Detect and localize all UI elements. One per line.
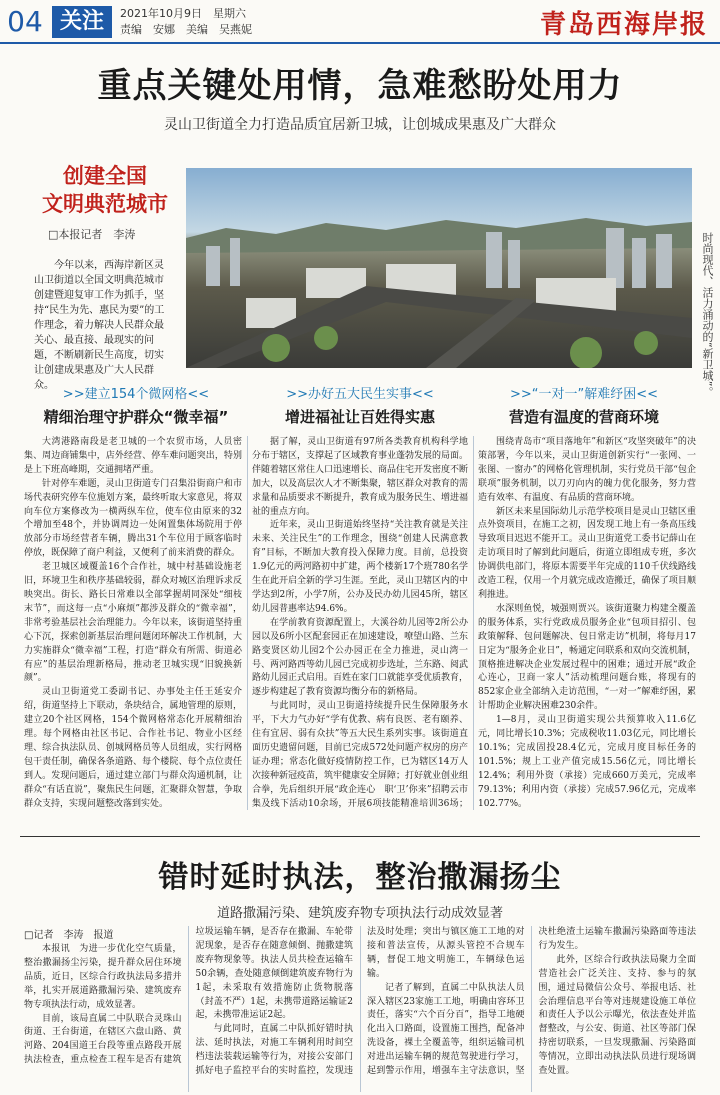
paragraph: 老卫城区域覆盖16个合作社，城中村基础设施老旧，环境卫生和秩序基础较弱，群众对城区治理诉求反映突出。街长、路长日常难以全部掌握胡同深处“细枝末节”，而这每一点“小麻烦”都涉及群众的“微幸福”，非常考验基层社会治理能力。今年以来，该街道坚持重心下沉，探索创新基层治理问题闭环解决工作机制，大力实施群众“微幸福”工程，打造“群众有所需、街道必有应”的基层治理新格局，推动老卫城实现“旧貌换新颜”。 [24, 562, 242, 684]
paragraph: 记者了解到，直属二中队执法人员深入辖区23家施工工地，明确由容环卫责任，落实“六个百分百”，指导工地硬化出入口路面，设置施工围挡，配备冲洗设备，裸土全覆盖等，组织运输司机对进出运输车辆的规范驾驶进行学习，起到警示作用，增强车主守法意识，坚决杜绝渣土运输车撒漏污染路面等违法行为发生。 [367, 927, 696, 1077]
issue-date: 2021年10月9日 星期六 [120, 7, 246, 20]
column-1-body [24, 436, 242, 810]
column-1-title: 精细治理守护群众“微幸福” [43, 408, 229, 426]
city-skyline-image [186, 168, 692, 368]
paragraph: 此外，区综合行政执法局聚力全面营造社会广泛关注、支持、参与的氛围，通过局微信公众号、举报电话、社会治理信息平台等对违规建设施工单位和责任人予以公示曝光，依法查处并监督整改，与公安、街道、社区等部门保持密切联系，一旦发现撒漏、污染路面等情况，立即出动执法队员进行现场调查处置。 [538, 954, 696, 1077]
byline-second: □记者 李涛 报道 [24, 930, 114, 941]
column-3-heading [474, 386, 694, 428]
paragraph: 近年来，灵山卫街道始终坚持“关注教育就是关注未来、关注民生”的工作理念，围绕“创建人民满意教育”目标，不断加大教育投入保障力度。目前，总投资1.9亿元的两河路初中扩建，两个楼新17个班780名学生在此开启全新的学习生涯。至此，灵山卫辖区内的中学达到2所，小学7所，公办及民办幼儿园45所，辖区幼儿园普惠率达94.6%。 [252, 520, 468, 614]
city-photo [186, 168, 692, 368]
photo-caption: 时尚现代、活力涌动的“新卫城”。 [701, 232, 714, 398]
paragraph: 大湾港路南段是老卫城的一个农贸市场，人员密集、周边商铺集中，店外经营、停车难问题突出，特别是上下班高峰期，交通拥堵严重。 [24, 437, 242, 475]
badge-line-1: 创建全国 [63, 164, 147, 188]
paragraph: 据了解，灵山卫街道有97所各类教育机构科学地分布于辖区，支撑起了区域教育事业蓬勃发展的局面。伴随着辖区常住人口迅速增长、商品住宅开发密度不断加大，以及高层次人才不断集聚，辖区群众对教育的需求量和品质要求不断提升，教育成为服务民生、增进福祉的重点方向。 [252, 437, 468, 517]
paragraph: 与此同时，直属二中队抓好错时执法、延时执法，对施工车辆利用时间空档违法装载运输等行为，对接公安部门抓好电子监控平台的实时监控，发现违法及时处理；突出与镇区施工工地的对接和普法宣传，从源头管控不合规车辆，督促工地文明施工，车辆绿色运输。 [195, 927, 525, 1077]
byline-main: □本报记者 李涛 [48, 228, 136, 241]
section-label: 关注 [52, 6, 112, 38]
intro-text: 今年以来，西海岸新区灵山卫街道以全国文明典范城市创建暨迎复审工作为抓手，坚持“民生为先、惠民为要”的工作理念，着力解决人民群众最关心、最直接、最现实的问题，不断刷新民生高度，切实让创建成果惠及广大人民群众。 [34, 260, 165, 391]
paragraph: 水深则鱼悦，城强则贾兴。该街道聚力构建全覆盖的服务体系，实行党政成员服务企业“包项目招引、包政策解释、包问题解决、包日常走访”机制，将每月17日定为“服务企业日”，畅通定问联系和双向交流机制，顶格推进解决企业发展过程中的困难；通过开展“政企心连心，卫商一家人”活动梳理问题台账，将现有的852家企业全部纳入走访范围，“一对一”解难纾困，累计帮助企业解决困难230余件。 [478, 603, 696, 712]
issue-meta [120, 6, 252, 38]
paragraph: 目前，该局直属二中队联合灵珠山街道、王台街道，在辖区六盘山路、黄河路、204国道王台段等重点路段开展执法检查，重点检查工程车是否有建筑垃圾运输车辆，是否存在撒漏、车轮带泥现象，是否存在随意倾倒、抛撒建筑废弃物现象等。执法人员共检查运输车50余辆，查处随意倾倒建筑废弃物行为1起，未采取有效措施防止货物脱落（封盖不严）1起，未携带道路运输证2起，未携带准运证2起。 [24, 927, 353, 1066]
paragraph: 围绕青岛市“项目落地年”和新区“攻坚突破年”的决策部署，今年以来，灵山卫街道创新实行“一张网、一张图、一窗办”的网格化管理机制，实行党员干部“包企联项”服务机制，以刀刃向内的魄力优化服务，努力营造有效率、有温度、有品质的营商环境。 [478, 437, 696, 503]
column-1-kicker: >>建立154个微网格<< [62, 387, 210, 402]
headline-second: 错时延时执法，整治撒漏扬尘 [158, 860, 562, 895]
paragraph: 与此同时，灵山卫街道持续提升民生保障服务水平，下大力气办好“学有优教、病有良医、老有颐养、住有宜居、弱有众扶”等五大民生系列实事。该街道直面历史遗留问题，目前已完成572处问题产权房的房产证办理；常态化做好疫情防控工作，已为辖区14万人次接种新冠疫苗，筑牢健康安全屏障；打好就业创业组合拳，先后组织开展“政企连心 职‘卫’你来”招聘云市集及线下活动10余场，开展6项技能精准培训36场； [252, 701, 468, 809]
column-3-kicker: >>“一对一”解难纾困<< [509, 387, 659, 402]
column-3-body [478, 436, 696, 810]
headline-main: 重点关键处用情，急难愁盼处用力 [97, 66, 623, 106]
badge-line-2: 文明典范城市 [42, 192, 168, 216]
column-divider [247, 436, 248, 810]
paper-name: 青岛西海岸报 [539, 10, 708, 40]
paragraph: 灵山卫街道党工委副书记、办事处主任王延安介绍，街道坚持上下联动，条块结合，属地管理的原则，建立20个社区网格，154个微网格常态化开展精细治理。每个网格由社区书记、合作社书记、物业小区经理、综合执法队员、创城网格员等人员组成，实行网格包干责任制，确保各条道路、每个楼院、每个点位责任到人。发现问题后，通过建立部门与群众沟通机制，让群众“有话直说”，聚焦民生问题，汇聚群众智慧，争取群众支持，实现问题整改落到实处。 [24, 687, 242, 809]
second-article-body [24, 926, 696, 1092]
subheadline-second: 道路撒漏污染、建筑废弃物专项执法行动成效显著 [216, 906, 503, 921]
paragraph: 本报讯 为进一步优化空气质量，整治撒漏扬尘污染，提升群众居住环境品质，近日，区综合行政执法局多措并举，扎实开展道路撒漏污染、建筑废弃物专项执法行动，成效显著。 [24, 944, 182, 1010]
paragraph: 针对停车难题，灵山卫街道专门召集沿街商户和市场代表研究停车位施划方案，最终听取大家意见，将双向车位方案修改为一横两纵车位，使车位由原来的32个增加至48个，并协调周边一处闲置集体场院用于停放部分市场经营者车辆，腾出31个车位用于顾客临时停放，既保障了商户利益，又便利了前来消费的群众。 [24, 478, 242, 559]
paragraph: 在学前教育资源配置上，大溪谷幼儿园等2所公办园以及6所小区配套园正在加速建设，嘹望山路、兰东路变贤区幼儿园2个公办园正在全力推进，灵山湾一号、两河路西等幼儿园已完成初步选址，兰东路、阅武路幼儿园正式启用。百姓在家门口就能享受优质教育，逐步构建起了教育资源均衡分布的新格局。 [252, 617, 468, 698]
column-1-heading [26, 386, 246, 428]
column-3-title: 营造有温度的营商环境 [508, 408, 659, 426]
column-2-kicker: >>办好五大民生实事<< [286, 387, 434, 402]
campaign-badge [30, 162, 180, 218]
editors: 责编 安娜 美编 吴燕妮 [120, 23, 252, 36]
column-divider [473, 436, 474, 810]
column-2-heading [250, 386, 470, 428]
section-divider [20, 836, 700, 837]
column-2-title: 增进福祉让百姓得实惠 [284, 408, 435, 426]
masthead [0, 0, 720, 44]
paragraph: 1—8月，灵山卫街道实现公共预算收入11.6亿元，同比增长10.3%；完成税收11.03亿元，同比增长10.1%；完成固投28.4亿元，完成月度目标任务的101.5%；规上工业产值完成15.56亿元，同比增长12.4%；利用外资（承接）完成660万美元，完成率79.13%；利用内资（承接）完成57.96亿元，完成率102.77%。 [478, 715, 696, 809]
subheadline-main: 灵山卫街道全力打造品质宜居新卫城，让创城成果惠及广大群众 [164, 117, 556, 133]
page-number: 04 [7, 5, 43, 38]
paragraph: 新区未来星国际幼儿示范学校项目是灵山卫辖区重点外资项目，在施工之初，因发现工地上有一条高压线导致项目迟迟不能开工。灵山卫街道党工委书记薛山在走访项目时了解到此问题后，街道立即组成专班，多次协调供电部门，将原本需要半年完成的110千伏线路线改造工程，仅用一个月就完成改造搬迁，确保了项目顺利推进。 [478, 506, 696, 600]
column-2-body [252, 436, 468, 810]
